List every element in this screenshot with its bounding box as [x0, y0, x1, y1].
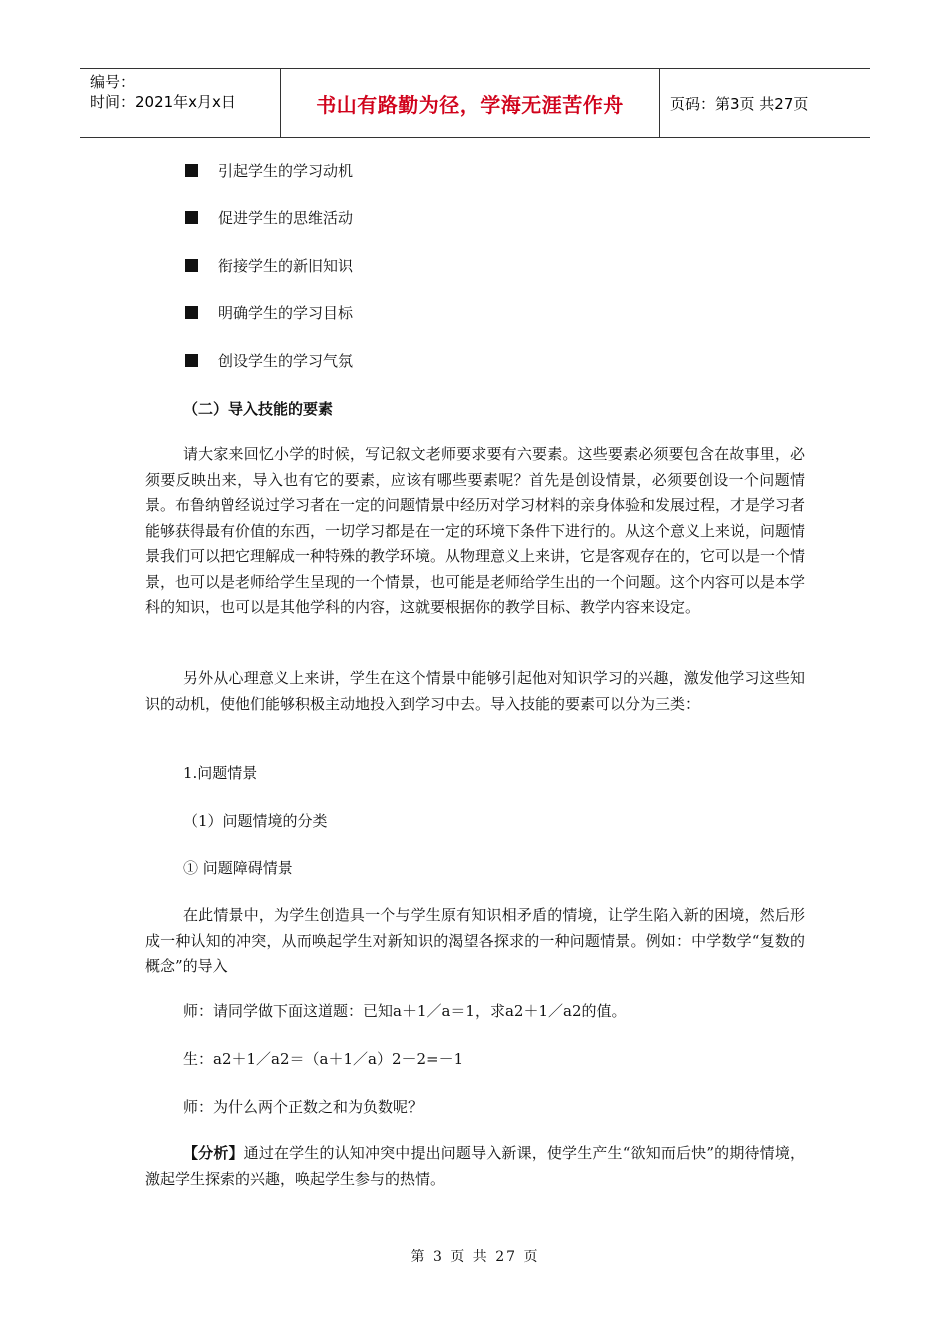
teacher-question: 师：请同学做下面这道题：已知a＋1／a＝1，求a2＋1／a2的值。	[183, 1002, 627, 1020]
section-title: （二）导入技能的要素	[183, 400, 334, 418]
list-heading-1-1: （1）问题情境的分类	[183, 812, 328, 830]
bullet-item: 创设学生的学习气氛	[185, 350, 353, 371]
page-header	[80, 68, 870, 138]
square-bullet-icon	[185, 211, 198, 224]
square-bullet-icon	[185, 164, 198, 177]
header-left-cell	[80, 69, 280, 137]
paragraph-psychology: 另外从心理意义上来讲，学生在这个情景中能够引起他对知识学习的兴趣，激发他学习这些知识的动机，使他们能够积极主动地投入到学习中去。导入技能的要素可以分为三类：	[145, 669, 805, 713]
bullet-item: 引起学生的学习动机	[185, 160, 353, 181]
square-bullet-icon	[185, 354, 198, 367]
header-page-info: 页码：第3页 共27页	[670, 94, 809, 113]
analysis-label: 【分析】	[183, 1144, 244, 1162]
paragraph-intro: 请大家来回忆小学的时候，写记叙文老师要求要有六要素。这些要素必须要包含在故事里，必须要反映出来，导入也有它的要素，应该有哪些要素呢？首先是创设情景，必须要创设一个问题情景。布鲁纳曾经说过学习者在一定的问题情景中经历对学习材料的亲身体验和发展过程，才是学习者能够获得最有价值的东西，一切学习都是在一定的环境下条件下进行的。从这个意义上来说，问题情景我们可以把它理解成一种特殊的教学环境。从物理意义上来讲，它是客观存在的，它可以是一个情景，也可以是老师给学生呈现的一个情景，也可能是老师给学生出的一个问题。这个内容可以是本学科的知识，也可以是其他学科的内容，这就要根据你的教学目标、教学内容来设定。	[145, 445, 806, 616]
list-heading-1: 1.问题情景	[183, 764, 258, 782]
paragraph-analysis	[145, 1141, 805, 1192]
time-label: 时间：2021年x月x日	[90, 93, 236, 111]
bullet-item: 衔接学生的新旧知识	[185, 255, 353, 276]
bullet-item: 明确学生的学习目标	[185, 302, 353, 323]
teacher-followup: 师：为什么两个正数之和为负数呢？	[183, 1098, 424, 1116]
paragraph-problem-scenario: 在此情景中，为学生创造具一个与学生原有知识相矛盾的情境，让学生陷入新的困境，然后形成一种认知的冲突，从而唤起学生对新知识的渴望各探求的一种问题情景。例如：中学数学“复数的概念”的导入	[145, 906, 805, 975]
analysis-text: 通过在学生的认知冲突中提出问题导入新课，使学生产生“欲知而后快”的期待情境，激起学生探索的兴趣，唤起学生参与的热情。	[145, 1144, 805, 1188]
header-motto: 书山有路勤为径，学海无涯苦作舟	[280, 69, 660, 137]
bullet-item: 促进学生的思维活动	[185, 207, 353, 228]
list-heading-1-1-a: ① 问题障碍情景	[183, 859, 293, 877]
square-bullet-icon	[185, 306, 198, 319]
number-label: 编号：	[90, 73, 136, 91]
student-answer: 生：a2＋1／a2＝（a＋1／a）2－2=－1	[183, 1050, 464, 1068]
square-bullet-icon	[185, 259, 198, 272]
page-footer: 第 3 页 共 27 页	[410, 1249, 540, 1265]
